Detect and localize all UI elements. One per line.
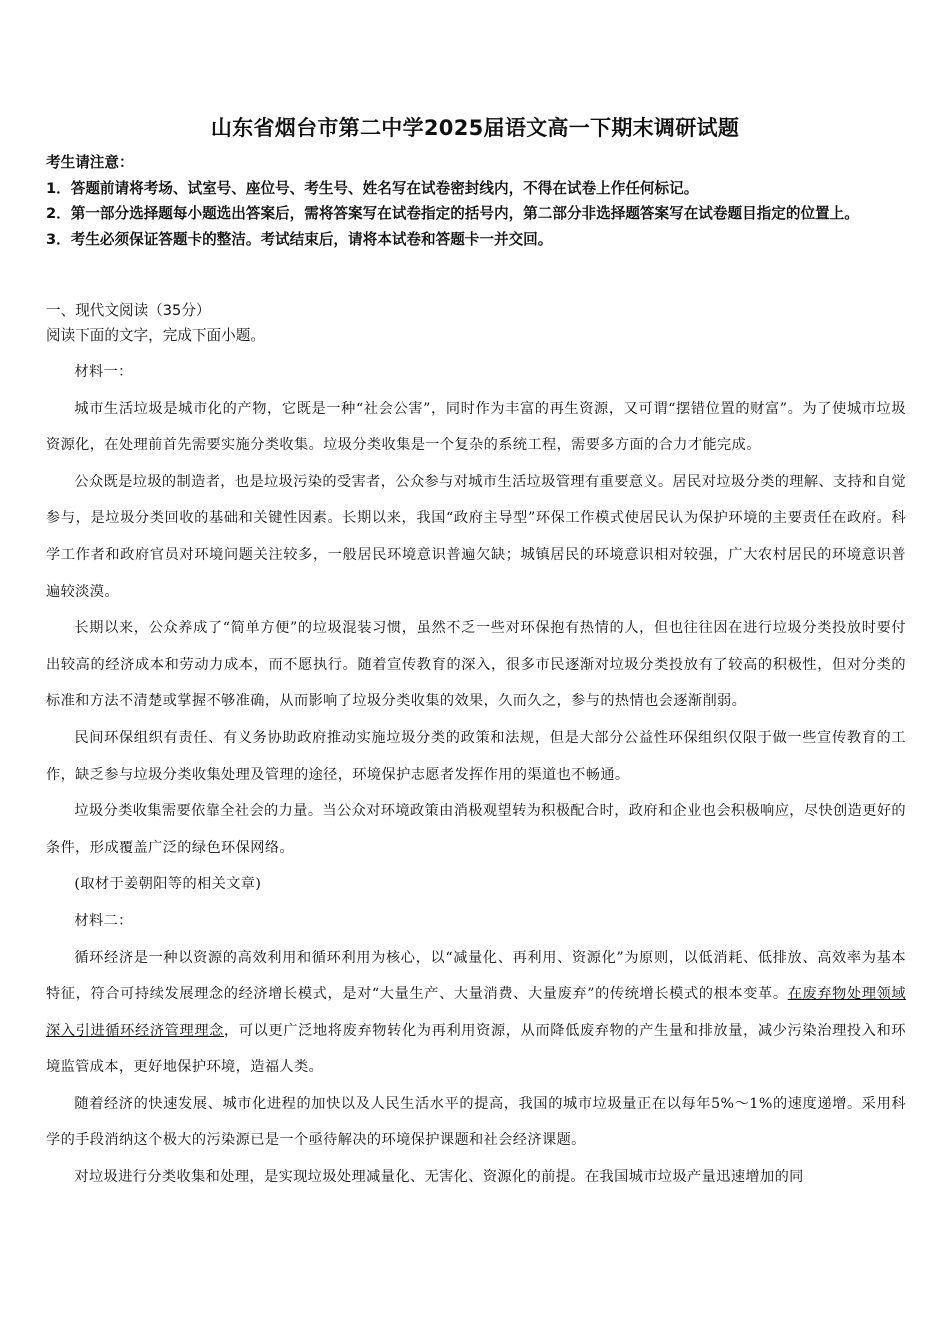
material1-paragraph-1: 城市生活垃圾是城市化的产物，它既是一种“社会公害”，同时作为丰富的再生资源，又可谓“摆错位置的财富”。为了使城市垃圾资源化，在处理前首先需要实施分类收集。垃圾分类收集是一个复杂的系统工程，需要多方面的合力才能完成。 [46,400,906,454]
material2-p1-before: 循环经济是一种以资源的高效利用和循环利用为核心，以“减量化、再利用、资源化”为原则，以低消耗、低排放、高效率为基本特征，符合可持续发展理念的经济增长模式，是对“大量生产、大量消费、大量废弃”的传统增长模式的根本变革。 [46,949,906,1003]
section-instruction: 阅读下面的文字，完成下面小题。 [46,327,265,344]
material2-paragraph-3: 对垃圾进行分类收集和处理，是实现垃圾处理减量化、无害化、资源化的前提。在我国城市垃圾产量迅速增加的同 [74,1169,804,1186]
material2-paragraph-1 [46,940,906,1086]
material1-source: (取材于姜朝阳等的相关文章) [74,876,262,893]
notice-heading: 考生请注意： [46,154,134,171]
notice-item-2: 2．第一部分选择题每小题选出答案后，需将答案写在试卷指定的括号内，第二部分非选择题答案写在试卷题目指定的位置上。 [46,205,859,222]
material1-paragraph-4: 民间环保组织有责任、有义务协助政府推动实施垃圾分类的政策和法规，但是大部分公益性环保组织仅限于做一些宣传教育的工作，缺乏参与垃圾分类收集处理及管理的途径，环境保护志愿者发挥作用的渠道也不畅通。 [46,729,906,783]
candidate-notice [46,150,906,252]
material2-p1-after: ，可以更广泛地将废弃物转化为再利用资源，从而降低废弃物的产生量和排放量，减少污染治理投入和环境监管成本，更好地保护环境，造福人类。 [46,1022,906,1076]
reading-passage [46,354,906,1196]
notice-item-1: 1．答题前请将考场、试室号、座位号、考生号、姓名写在试卷密封线内，不得在试卷上作任何标记。 [46,179,699,197]
material1-paragraph-3: 长期以来，公众养成了“简单方便”的垃圾混装习惯，虽然不乏一些对环保抱有热情的人，但也往往因在进行垃圾分类投放时要付出较高的经济成本和劳动力成本，而不愿执行。随着宣传教育的深入，很多市民逐渐对垃圾分类投放有了较高的积极性，但对分类的标准和方法不清楚或掌握不够准确，从而影响了垃圾分类收集的效果，久而久之，参与的热情也会逐渐削弱。 [46,620,906,710]
notice-item-3: 3．考生必须保证答题卡的整洁。考试结束后，请将本试卷和答题卡一并交回。 [46,230,553,248]
section-heading: 一、现代文阅读（35分） [46,302,211,319]
exam-title: 山东省烟台市第二中学2025届语文高一下期末调研试题 [210,116,740,140]
material1-paragraph-5: 垃圾分类收集需要依靠全社会的力量。当公众对环境政策由消极观望转为积极配合时，政府和企业也会积极响应，尽快创造更好的条件，形成覆盖广泛的绿色环保网络。 [46,803,906,856]
material2-underlined-sentence: 在废弃物处理领域深入引进循环经济管理理念 [46,986,906,1039]
material2-label: 材料二： [74,912,133,929]
material2-paragraph-2: 随着经济的快速发展、城市化进程的加快以及人民生活水平的提高，我国的城市垃圾量正在以每年5%～1%的速度递增。采用科学的手段消纳这个极大的污染源已是一个亟待解决的环境保护课题和社会经济课题。 [46,1095,906,1149]
material1-paragraph-2: 公众既是垃圾的制造者，也是垃圾污染的受害者，公众参与对城市生活垃圾管理有重要意义。居民对垃圾分类的理解、支持和自觉参与，是垃圾分类回收的基础和关键性因素。长期以来，我国“政府主导型”环保工作模式使居民认为保护环境的主要责任在政府。科学工作者和政府官员对环境问题关注较多，一般居民环境意识普遍欠缺；城镇居民的环境意识相对较强，广大农村居民的环境意识普遍较淡漠。 [46,473,906,600]
material1-label: 材料一： [74,364,133,380]
